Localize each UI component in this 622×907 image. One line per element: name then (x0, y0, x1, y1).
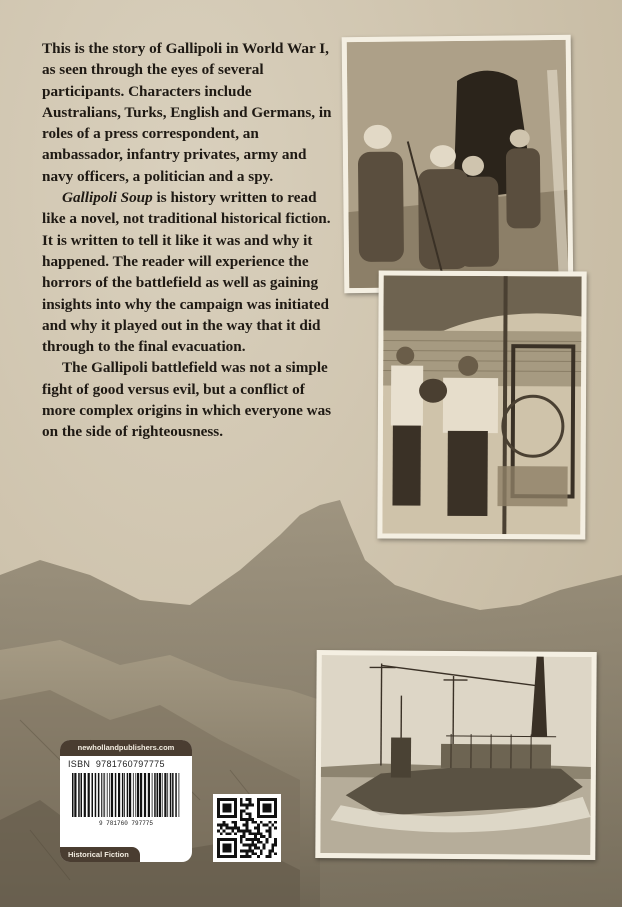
blurb-paragraph-2-text: is history written to read like a novel, not traditional historical fiction. It is written to tell it like it was and why it happened. The reader will experience the horrors of the battlefield as well as gaining insights into why the campaign was initiated and why it played out in the way that it did through to the final evacuation. (42, 189, 331, 356)
cover-blurb (42, 38, 332, 443)
qr-code-icon (217, 798, 277, 858)
blurb-paragraph-1: This is the story of Gallipoli in World War I, as seen through the eyes of several participants. Characters include Australians, Turks, English and Germans, in roles of a press correspondent, an ambassador, infantry privates, army and navy officers, a politician and a spy. (42, 40, 332, 185)
category-label: Historical Fiction (60, 847, 140, 862)
blurb-paragraph-3: The Gallipoli battlefield was not a simple fight of good versus evil, but a conflict of more complex origins in which everyone was on the side of righteousness. (42, 359, 332, 441)
isbn-barcode-box (60, 740, 192, 862)
photo-submarine (315, 650, 596, 860)
barcode-digits: 9 781760 797775 (98, 820, 154, 827)
submarine-image (320, 655, 591, 855)
isbn-number: 9781760797775 (95, 759, 165, 769)
photo-soldiers-trench (377, 270, 586, 539)
soldiers-trench-image (382, 275, 581, 534)
book-title-italic: Gallipoli Soup (62, 189, 153, 207)
blurb-paragraph-2 (42, 187, 332, 357)
qr-code[interactable] (213, 794, 281, 862)
publisher-url: newhollandpublishers.com (60, 740, 192, 756)
isbn-line (60, 756, 192, 769)
photo-soldiers-dugout (342, 35, 574, 293)
barcode-image (68, 771, 184, 827)
isbn-label: ISBN (68, 759, 91, 769)
soldiers-dugout-image (347, 40, 569, 288)
